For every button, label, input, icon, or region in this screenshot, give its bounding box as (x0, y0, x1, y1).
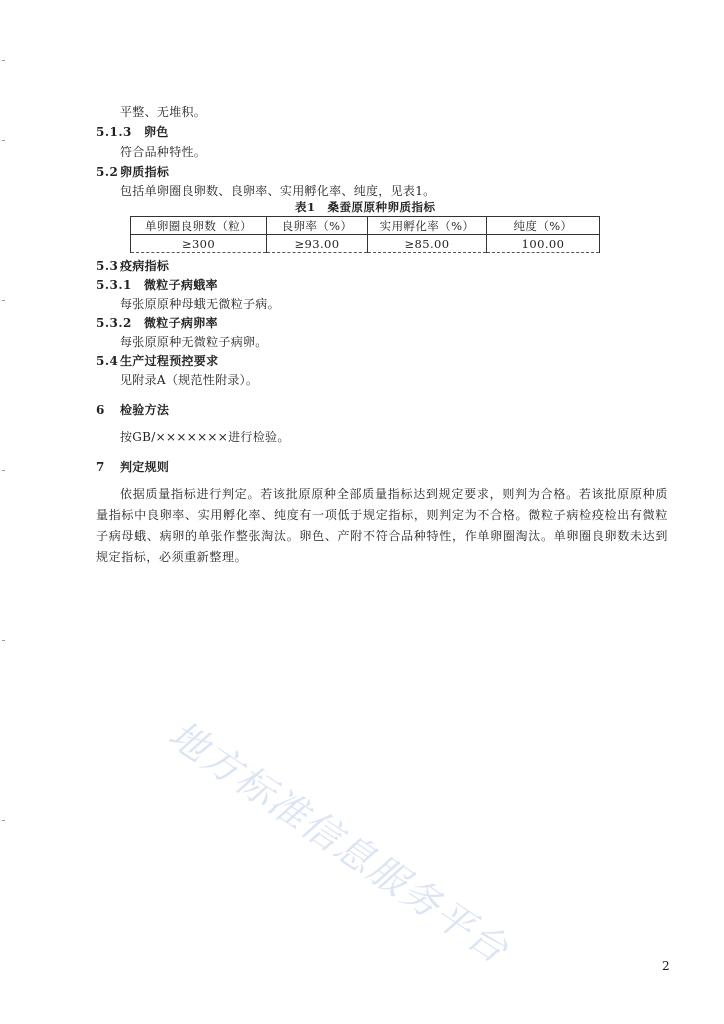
text-line-egg-quality: 包括单卵圈良卵数、良卵率、实用孵化率、纯度，见表1。 (120, 184, 436, 198)
section-number: 6 (96, 403, 105, 417)
section-number: 5.3.1 (96, 278, 132, 292)
margin-tick (2, 640, 5, 641)
table-cell: 100.00 (487, 235, 600, 253)
heading-5-3 (96, 259, 169, 273)
heading-5-4 (96, 354, 218, 368)
table-header-cell: 单卵圈良卵数（粒） (131, 217, 267, 235)
section-title: 微粒子病蛾率 (144, 278, 218, 292)
section-title: 微粒子病卵率 (144, 316, 218, 330)
table-header-cell: 实用孵化率（%） (368, 217, 487, 235)
heading-6 (96, 403, 169, 417)
text-line-surface: 平整、无堆积。 (120, 105, 207, 119)
table-cell: ≥300 (131, 235, 267, 253)
judgment-paragraph: 依据质量指标进行判定。若该批原原种全部质量指标达到规定要求，则判为合格。若该批原原种质量指标中良卵率、实用孵化率、纯度有一项低于规定指标，则判定为不合格。微粒子病检疫检出有微粒子病母蛾、病卵的单张作整张淘汰。卵色、产附不符合品种特性，作单卵圈淘汰。单卵圈良卵数未达到规定指标，必须重新整理。 (96, 487, 668, 564)
heading-7 (96, 460, 169, 474)
heading-5-3-2 (96, 316, 218, 330)
egg-quality-table (130, 216, 600, 253)
table-caption: 表1 桑蚕原原种卵质指标 (295, 200, 436, 214)
table-row (131, 235, 600, 253)
section-title: 检验方法 (120, 403, 170, 417)
section-title: 疫病指标 (120, 259, 170, 273)
text-line-test-method: 按GB/×××××××进行检验。 (120, 430, 290, 444)
margin-tick (2, 140, 5, 141)
section-title: 判定规则 (120, 460, 170, 474)
text-line-appendix: 见附录A（规范性附录）。 (120, 373, 259, 387)
heading-5-1-3 (96, 125, 169, 139)
margin-tick (2, 820, 5, 821)
section-title: 卵色 (144, 125, 169, 139)
section-number: 5.1.3 (96, 125, 132, 139)
section-title: 生产过程预控要求 (120, 354, 219, 368)
section-number: 5.3 (96, 259, 119, 273)
text-line-egg-rate: 每张原原种无微粒子病卵。 (120, 335, 268, 349)
text-line-moth-rate: 每张原原种母蛾无微粒子病。 (120, 297, 280, 311)
heading-5-2 (96, 165, 169, 179)
text-line-egg-color: 符合品种特性。 (120, 145, 207, 159)
heading-5-3-1 (96, 278, 218, 292)
table-header-cell: 纯度（%） (487, 217, 600, 235)
table-cell: ≥85.00 (368, 235, 487, 253)
section-number: 5.4 (96, 354, 119, 368)
section-number: 7 (96, 460, 105, 474)
table-cell: ≥93.00 (267, 235, 368, 253)
margin-tick (2, 60, 5, 61)
page-number: 2 (662, 959, 670, 973)
table-header-cell: 良卵率（%） (267, 217, 368, 235)
section-number: 5.3.2 (96, 316, 132, 330)
table-header-row (131, 217, 600, 235)
watermark: 地方标准信息服务平台 (160, 712, 517, 973)
section-number: 5.2 (96, 165, 119, 179)
margin-tick (2, 470, 5, 471)
section-title: 卵质指标 (120, 165, 170, 179)
margin-tick (2, 300, 5, 301)
